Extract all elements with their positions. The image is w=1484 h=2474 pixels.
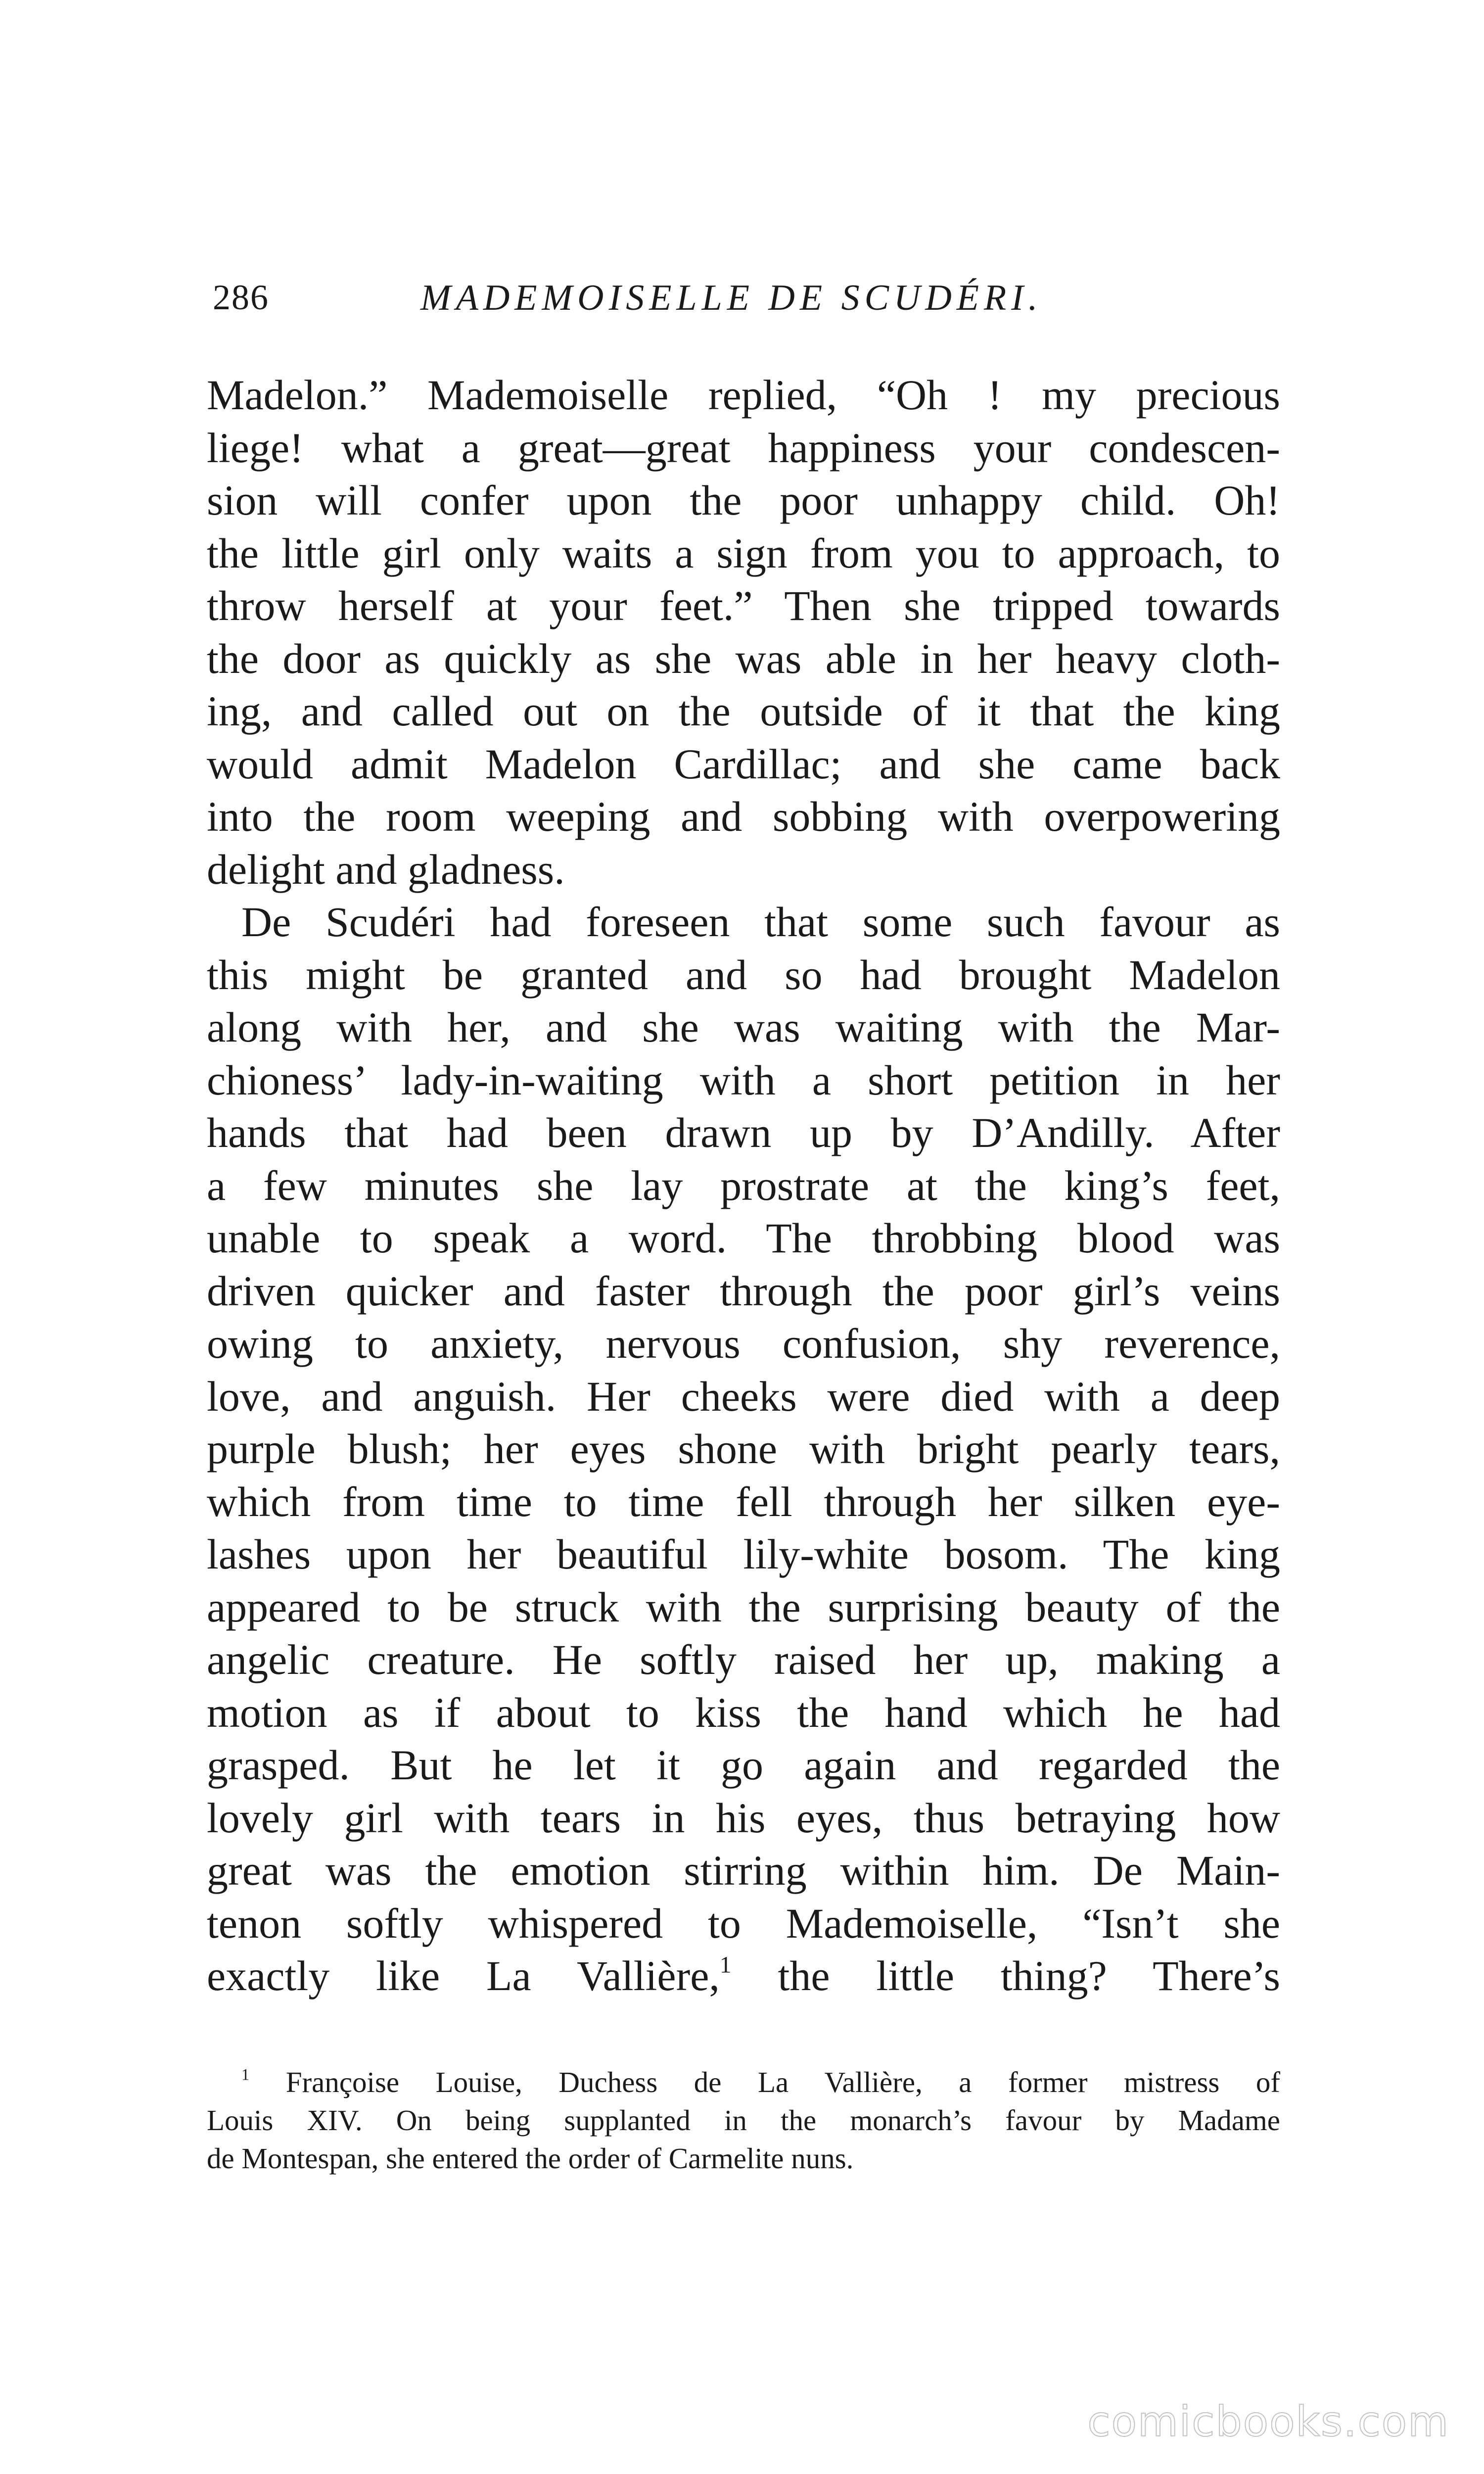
text-line: tenon softly whispered to Mademoiselle, “Isn’t she (207, 1899, 1280, 1947)
text-line: ing, and called out on the outside of it that the king (207, 687, 1280, 735)
text-line: appeared to be struck with the surprising beauty of the (207, 1583, 1280, 1631)
text-line: this might be granted and so had brought Madelon (207, 951, 1280, 999)
text-line: purple blush; her eyes shone with bright pearly tears, (207, 1425, 1280, 1473)
text-line: would admit Madelon Cardillac; and she came back (207, 740, 1280, 788)
text-line: into the room weeping and sobbing with overpowering (207, 793, 1280, 840)
line-segment: the little thing? There’s (778, 1952, 1281, 1999)
text-line: lashes upon her beautiful lily-white bosom. The king (207, 1530, 1280, 1578)
text-line: great was the emotion stirring within him. De Main- (207, 1847, 1280, 1894)
text-line: angelic creature. He softly raised her up, making a (207, 1636, 1280, 1683)
text-line: delight and gladness. (207, 845, 565, 893)
text-line: driven quicker and faster through the poor girl’s veins (207, 1267, 1280, 1315)
text-line: love, and anguish. Her cheeks were died with a deep (207, 1372, 1280, 1420)
text-line: liege! what a great—great happiness your condescen- (207, 424, 1280, 472)
footnote-line (207, 2063, 1280, 2101)
running-title: MADEMOISELLE DE SCUDÉRI. (420, 278, 1043, 318)
text-line: hands that had been drawn up by D’Andilly. After (207, 1109, 1280, 1156)
text-line: grasped. But he let it go again and regarded the (207, 1741, 1280, 1789)
body-text (207, 369, 1280, 2002)
footnote-marker: 1 (241, 2066, 250, 2084)
running-head (213, 277, 1301, 332)
text-line: throw herself at your feet.” Then she tripped towards (207, 582, 1280, 629)
footnote-line: de Montespan, she entered the order of Carmelite nuns. (207, 2142, 854, 2175)
watermark: comicbooks.com (1087, 2397, 1449, 2446)
text-line: De Scudéri had foreseen that some such favour as (241, 898, 1280, 946)
footnote-line: Louis XIV. On being supplanted in the monarch’s favour by Madame (207, 2104, 1280, 2137)
line-segment: exactly like La Vallière, (207, 1952, 720, 1999)
text-line: sion will confer upon the poor unhappy child. Oh! (207, 476, 1280, 524)
footnote-text: Françoise Louise, Duchess de La Vallière, a former mistress of (285, 2066, 1281, 2098)
text-line: lovely girl with tears in his eyes, thus betraying how (207, 1794, 1280, 1842)
text-line-with-footnote-ref (207, 1950, 1280, 2002)
text-line: along with her, and she was waiting with the Mar- (207, 1003, 1280, 1051)
text-line: Madelon.” Mademoiselle replied, “Oh ! my precious (207, 371, 1280, 419)
text-line: motion as if about to kiss the hand which he had (207, 1688, 1280, 1736)
page-number: 286 (213, 278, 269, 317)
text-line: chioness’ lady-in-waiting with a short petition in her (207, 1056, 1280, 1104)
text-line: which from time to time fell through her silken eye- (207, 1477, 1280, 1525)
text-line: unable to speak a word. The throbbing blood was (207, 1214, 1280, 1262)
text-line: the door as quickly as she was able in her heavy cloth- (207, 634, 1280, 682)
text-line: the little girl only waits a sign from you to approach, to (207, 529, 1280, 577)
footnote (207, 2063, 1280, 2178)
text-line: owing to anxiety, nervous confusion, shy reverence, (207, 1320, 1280, 1367)
footnote-reference: 1 (719, 1952, 732, 1978)
text-line: a few minutes she lay prostrate at the king’s feet, (207, 1161, 1280, 1209)
